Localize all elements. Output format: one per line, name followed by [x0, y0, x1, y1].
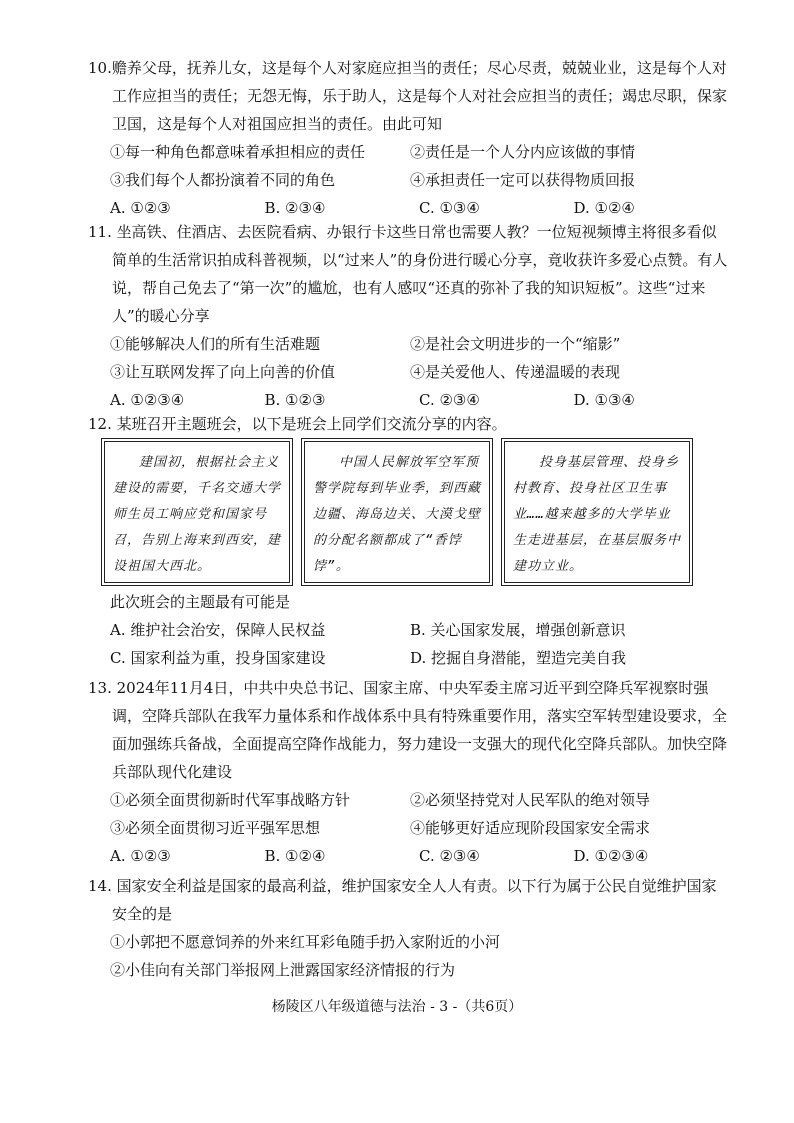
question-12-prompt [88, 588, 728, 616]
question-12-stem: 12. 某班召开主题班会，以下是班会上同学们交流分享的内容。 [88, 415, 507, 433]
statement-row [88, 786, 728, 814]
option-c: C. ②③④ [419, 847, 480, 865]
question-12 [88, 410, 728, 438]
sharing-card-1: 建国初，根据社会主义建设的需要，千名交通大学师生员工响应党和国家号召，告别上海来到西安，建设祖国大西北。 [104, 441, 290, 583]
option-c: C. 国家利益为重，投身国家建设 [110, 649, 326, 667]
statement-1: ①必须全面贯彻新时代军事战略方针 [110, 791, 351, 809]
statement-1: ①小郭把不愿意饲养的外来红耳彩龟随手扔入家附近的小河 [110, 933, 501, 951]
statement-2: ②小佳向有关部门举报网上泄露国家经济情报的行为 [110, 961, 456, 979]
sharing-cards [104, 441, 690, 583]
statement-2: ②是社会文明进步的一个“缩影” [410, 335, 621, 353]
question-14 [88, 872, 728, 984]
option-b: B. ①②③ [264, 391, 326, 409]
option-a: A. ①②③ [110, 847, 171, 865]
statement-3: ③必须全面贯彻习近平强军思想 [110, 819, 321, 837]
question-13 [88, 674, 728, 870]
option-b: B. ②③④ [264, 199, 326, 217]
option-a: A. ①②③④ [110, 391, 185, 409]
option-c: C. ①③④ [419, 199, 480, 217]
statement-row [88, 814, 728, 842]
option-d: D. ①②③④ [573, 847, 649, 865]
option-a: A. 维护社会治安，保障人民权益 [110, 621, 326, 639]
page-footer: 杨陵区八年级道德与法治 - 3 -（共6页） [271, 999, 523, 1015]
statement-row [88, 956, 728, 984]
sharing-card-3: 投身基层管理、投身乡村教育、投身社区卫生事业……越来越多的大学毕业生走进基层，在基层服务中建功立业。 [504, 441, 690, 583]
option-d: D. ①③④ [573, 391, 635, 409]
statement-row [88, 138, 728, 166]
option-a: A. ①②③ [110, 199, 171, 217]
statement-3: ③我们每个人都扮演着不同的角色 [110, 171, 336, 189]
question-10-stem: 10.赡养父母，抚养儿女，这是每个人对家庭应担当的责任；尽心尽责，兢兢业业，这是每个人对工作应担当的责任；无怨无悔，乐于助人，这是每个人对社会应担当的责任；竭忠尽职，保家卫国，这是每个人对祖国应担当的责任。由此可知 [88, 59, 728, 133]
option-row [88, 842, 728, 870]
option-b: B. 关心国家发展，增强创新意识 [410, 621, 626, 639]
statement-4: ④承担责任一定可以获得物质回报 [410, 171, 636, 189]
statement-row [88, 330, 728, 358]
question-14-stem: 14. 国家安全利益是国家的最高利益，维护国家安全人人有责。以下行为属于公民自觉维护国家安全的是 [88, 877, 717, 923]
statement-row [88, 928, 728, 956]
statement-3: ③让互联网发挥了向上向善的价值 [110, 363, 336, 381]
option-row [88, 644, 728, 672]
question-11-stem: 11. 坐高铁、住酒店、去医院看病、办银行卡这些日常也需要人教？一位短视频博主将很多看似简单的生活常识拍成科普视频，以“过来人”的身份进行暖心分享，竟收获许多爱心点赞。有人说，帮自己免去了“第一次”的尴尬，也有人感叹“还真的弥补了我的知识短板”。这些“过来人”的暖心分享 [88, 223, 728, 325]
statement-2: ②责任是一个人分内应该做的事情 [410, 143, 636, 161]
statement-2: ②必须坚持党对人民军队的绝对领导 [410, 791, 651, 809]
statement-4: ④能够更好适应现阶段国家安全需求 [410, 819, 651, 837]
option-d: D. ①②④ [573, 199, 635, 217]
option-b: B. ①②④ [264, 847, 326, 865]
statement-1: ①每一种角色都意味着承担相应的责任 [110, 143, 366, 161]
statement-row [88, 166, 728, 194]
option-d: D. 挖掘自身潜能，塑造完美自我 [410, 649, 627, 667]
sharing-card-2: 中国人民解放军空军预警学院每到毕业季，到西藏边疆、海岛边关、大漠戈壁的分配名额都成了“香饽饽”。 [304, 441, 490, 583]
question-13-stem: 13. 2024年11月4日，中共中央总书记、国家主席、中央军委主席习近平到空降兵军视察时强调，空降兵部队在我军力量体系和作战体系中具有特殊重要作用，落实空军转型建设要求，全面加强练兵备战，全面提高空降作战能力，努力建设一支强大的现代化空降兵部队。加快空降兵部队现代化建设 [88, 679, 728, 781]
statement-row [88, 358, 728, 386]
question-10 [88, 54, 728, 222]
statement-4: ④是关爱他人、传递温暖的表现 [410, 363, 621, 381]
option-c: C. ②③④ [419, 391, 480, 409]
question-11 [88, 218, 728, 414]
statement-1: ①能够解决人们的所有生活难题 [110, 335, 321, 353]
prompt-text: 此次班会的主题最有可能是 [110, 593, 291, 611]
option-row [88, 616, 728, 644]
question-12-choices [88, 588, 728, 672]
